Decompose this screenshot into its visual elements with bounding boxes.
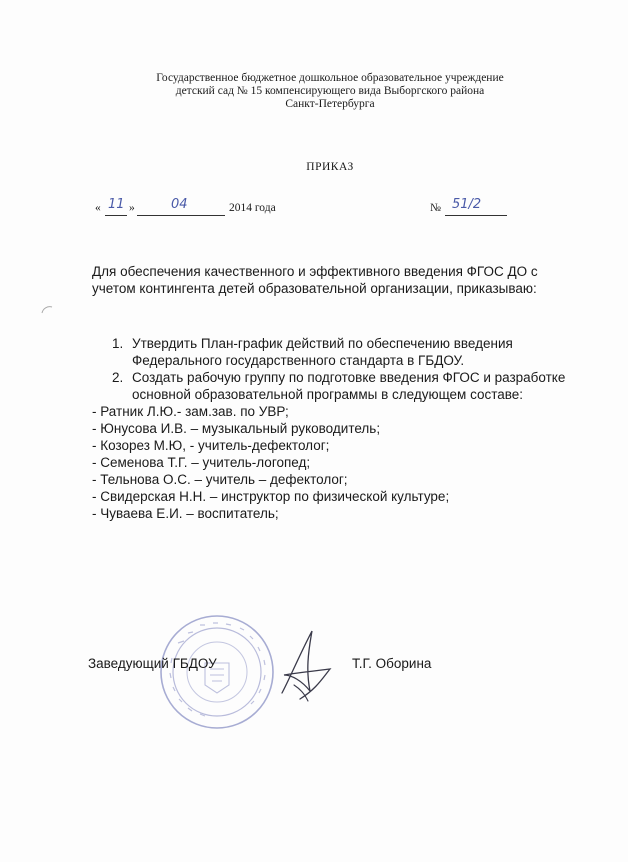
member-list-item: - Ратник Л.Ю.- зам.зав. по УВР; xyxy=(92,404,289,419)
signatory-name: Т.Г. Оборина xyxy=(352,656,432,671)
official-stamp-seal xyxy=(158,613,276,731)
order-items xyxy=(92,335,572,522)
member-list-item: - Тельнова О.С. – учитель – дефектолог; xyxy=(92,472,348,487)
item-text: Утвердить План-график действий по обеспечению введения Федерального государственного стандарта в ГБДОУ. xyxy=(132,336,513,368)
order-number-label: № xyxy=(430,202,441,214)
item-number: 1. xyxy=(112,336,124,351)
signatory-title: Заведующий ГБДОУ xyxy=(88,656,217,671)
date-close-quote: » xyxy=(129,202,135,214)
date-month: 04 xyxy=(171,197,188,212)
date-day: 11 xyxy=(108,197,125,212)
institution-header xyxy=(100,72,560,111)
date-number-row xyxy=(95,194,535,216)
handwritten-signature xyxy=(270,623,340,708)
member-list-item: - Семенова Т.Г. – учитель-логопед; xyxy=(92,455,311,470)
header-line-2: детский сад № 15 компенсирующего вида Выборгского района xyxy=(175,85,485,97)
item-number: 2. xyxy=(112,370,124,385)
member-list-item: - Козорез М.Ю, - учитель-дефектолог; xyxy=(92,438,330,453)
header-line-3: Санкт-Петербурга xyxy=(285,98,375,110)
member-list-item: - Чуваева Е.И. – воспитатель; xyxy=(92,506,279,521)
number-underline xyxy=(445,215,507,216)
header-line-1: Государственное бюджетное дошкольное образовательное учреждение xyxy=(156,72,504,84)
document-title: ПРИКАЗ xyxy=(306,161,354,173)
month-underline xyxy=(137,215,225,216)
day-underline xyxy=(105,215,127,216)
item-text: Создать рабочую группу по подготовке введения ФГОС и разработке основной образовательной программы в следующем составе: xyxy=(132,370,566,402)
punch-hole-mark xyxy=(38,304,56,322)
order-item-1 xyxy=(112,335,572,369)
member-list-item: - Юнусова И.В. – музыкальный руководитель; xyxy=(92,421,381,436)
preamble-text: Для обеспечения качественного и эффективного введения ФГОС ДО с учетом контингента детей образовательной организации, приказываю: xyxy=(92,264,538,296)
order-item-2 xyxy=(112,369,572,403)
order-number: 51/2 xyxy=(452,197,482,212)
member-list-item: - Свидерская Н.Н. – инструктор по физической культуре; xyxy=(92,489,450,504)
date-open-quote: « xyxy=(95,202,101,214)
date-year: 2014 года xyxy=(229,202,276,214)
